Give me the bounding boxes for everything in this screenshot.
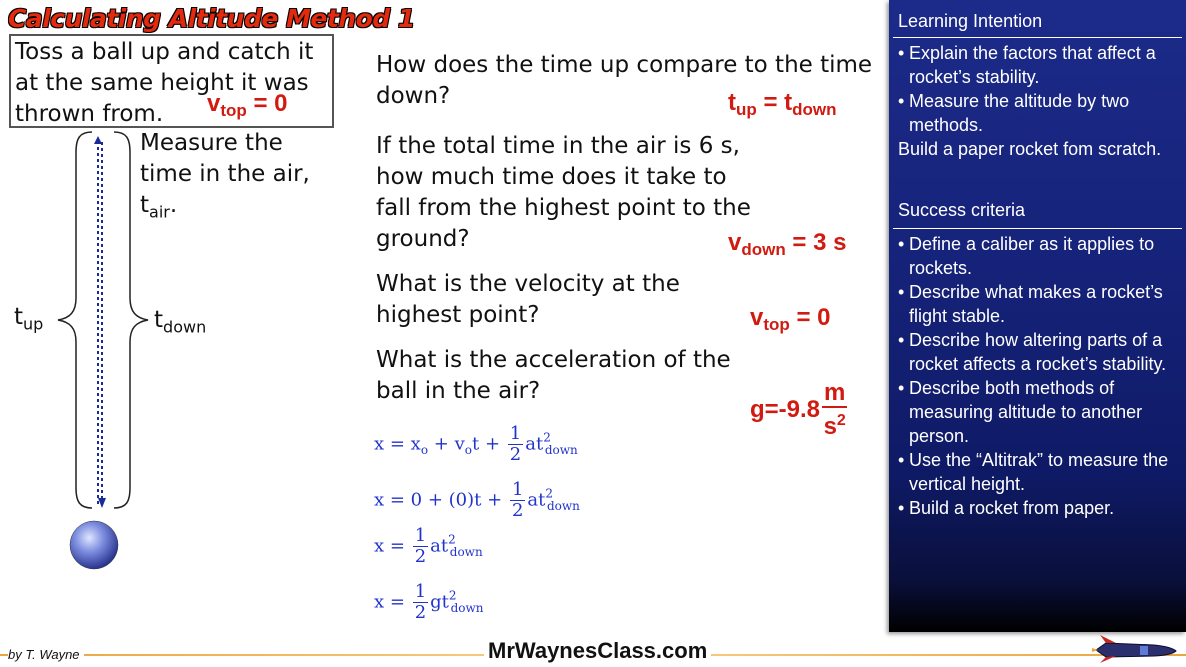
question-acceleration: What is the acceleration of the ball in the air?	[376, 347, 731, 404]
down-arrowhead	[98, 498, 106, 508]
up-arrowhead	[94, 136, 102, 144]
measure-text: Measure the time in the air, $t_{air}$.	[140, 128, 310, 228]
heading-divider	[893, 37, 1182, 38]
rocket-logo-icon	[1092, 634, 1178, 664]
trajectory-diagram	[40, 128, 150, 570]
tdown-label: $t_{down}$	[154, 307, 207, 337]
tup-brace	[58, 132, 92, 508]
tup-label: $t_{up}$	[14, 304, 44, 334]
heading-divider	[893, 228, 1182, 229]
list-item: • Use the “Altitrak” to measure the vertical height.	[898, 448, 1178, 496]
answer-tup-equals-tdown: $t_{up} = t_{down}$	[728, 89, 837, 119]
question-fall-time: If the total time in the air is 6 s, how much time does it take to fall from the highest point to the ground?	[376, 133, 751, 252]
list-item: • Build a rocket from paper.	[898, 496, 1178, 520]
equation-full: $x = x_o + v_ot$ + $\frac{1}{2}$ $at^2_{down}$	[374, 423, 578, 465]
learning-intention-list	[898, 41, 1178, 137]
list-item: • Describe how altering parts of a rocket affects a rocket’s stability.	[898, 328, 1178, 376]
learning-intention-heading: Learning Intention	[898, 11, 1043, 31]
equation-simplified-g: x = $\frac{1}{2}$ $gt^2_{down}$	[374, 581, 484, 623]
toss-line-1: Toss a ball up and catch it	[15, 39, 314, 65]
toss-line-2: at the same height it was	[15, 70, 309, 96]
answer-vdown: $v_{down} = 3$ s	[728, 229, 847, 259]
answer-vtop: $v_{top} = 0$	[750, 304, 831, 334]
list-item: • Measure the altitude by two methods.	[898, 89, 1178, 137]
list-item: • Describe both methods of measuring altitude to another person.	[898, 376, 1178, 448]
success-criteria-heading: Success criteria	[898, 200, 1026, 220]
success-criteria-list	[898, 232, 1178, 520]
question-velocity-top: What is the velocity at the highest point?	[376, 271, 680, 328]
list-item: • Describe what makes a rocket’s flight stable.	[898, 280, 1178, 328]
learning-panel	[889, 0, 1186, 632]
question-time-compare: How does the time up compare to the time down?	[376, 52, 873, 109]
page-title: Calculating Altitude Method 1	[8, 4, 415, 33]
author-byline: by T. Wayne	[8, 647, 84, 662]
toss-line-3: thrown from.	[15, 101, 164, 127]
learning-plain-item: Build a paper rocket fom scratch.	[898, 139, 1162, 159]
answer-gravity: g=-9.8 $\frac{m}{s^2}$	[750, 379, 846, 440]
ball	[70, 521, 118, 569]
site-link[interactable]: MrWaynesClass.com	[484, 638, 711, 664]
list-item: • Explain the factors that affect a rocket’s stability.	[898, 41, 1178, 89]
equation-zero-velocity: x = 0 + (0)t + $\frac{1}{2}$ $at^2_{down}$	[374, 479, 580, 521]
equation-simplified-a: x = $\frac{1}{2}$ $at^2_{down}$	[374, 525, 483, 567]
list-item: • Define a caliber as it applies to rockets.	[898, 232, 1178, 280]
vtop-zero-label: $v_{top} = 0$	[207, 90, 288, 120]
tair-label: $t_{air}$.	[140, 192, 178, 222]
